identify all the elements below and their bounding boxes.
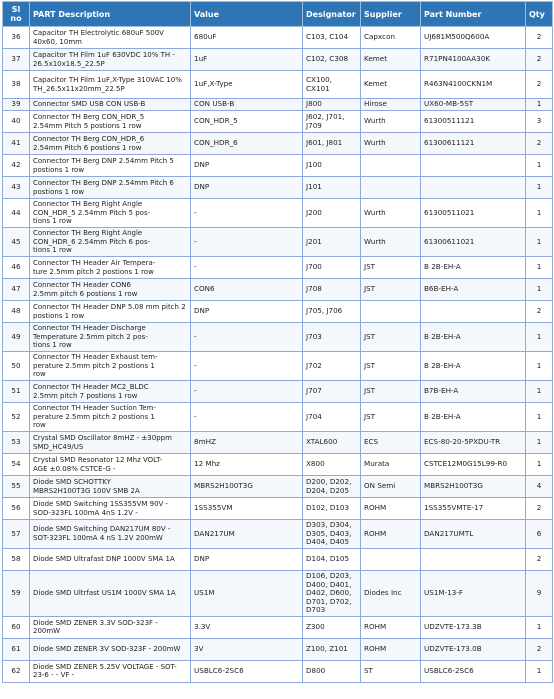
cell-part-description: Diode SMD Switching 1SS355VM 90V - SOD-323FL 100mA 4nS 1.2V -: [30, 498, 191, 520]
cell-part-number: 61300511021: [421, 199, 526, 228]
cell-designator: J602, J701, J709: [303, 111, 361, 133]
cell-sl-no: 49: [3, 323, 30, 352]
cell-supplier: Wurth: [361, 133, 421, 155]
cell-value: -: [191, 323, 303, 352]
cell-value: USBLC6-2SC6: [191, 660, 303, 682]
cell-value: -: [191, 381, 303, 403]
cell-part-number: 1SS355VMTE-17: [421, 498, 526, 520]
table-row: [3, 638, 553, 660]
table-body: [3, 27, 553, 683]
cell-part-number: UJ681M500Q600A: [421, 27, 526, 49]
cell-qty: 4: [526, 476, 553, 498]
cell-qty: 1: [526, 279, 553, 301]
cell-qty: 2: [526, 638, 553, 660]
cell-value: 1uF,X-Type: [191, 71, 303, 99]
cell-part-description: Diode SMD ZENER 3V SOD-323F - 200mW: [30, 638, 191, 660]
cell-part-number: UX60-MB-5ST: [421, 99, 526, 111]
cell-part-description: Crystal SMD Resonator 12 Mhz VOLT- AGE ±0.08% CSTCE-G -: [30, 454, 191, 476]
cell-supplier: Kemet: [361, 49, 421, 71]
cell-designator: D800: [303, 660, 361, 682]
cell-part-number: B 2B-EH-A: [421, 403, 526, 432]
cell-sl-no: 56: [3, 498, 30, 520]
cell-supplier: JST: [361, 403, 421, 432]
cell-qty: 1: [526, 432, 553, 454]
cell-supplier: ROHM: [361, 498, 421, 520]
cell-sl-no: 54: [3, 454, 30, 476]
cell-sl-no: 48: [3, 301, 30, 323]
cell-part-number: 61300611121: [421, 133, 526, 155]
header-part-description: PART Description: [30, 2, 191, 27]
cell-part-number: 61300511121: [421, 111, 526, 133]
cell-supplier: ECS: [361, 432, 421, 454]
cell-value: -: [191, 403, 303, 432]
cell-qty: 1: [526, 177, 553, 199]
cell-sl-no: 45: [3, 228, 30, 257]
cell-part-description: Connector TH Berg CON_HDR_5 2.54mm Pitch 5 postions 1 row: [30, 111, 191, 133]
cell-part-description: Connector TH Header DNP 5.08 mm pitch 2 postions 1 row: [30, 301, 191, 323]
cell-qty: 2: [526, 71, 553, 99]
cell-qty: 3: [526, 111, 553, 133]
cell-qty: 1: [526, 381, 553, 403]
cell-qty: 2: [526, 549, 553, 571]
cell-designator: J705, J706: [303, 301, 361, 323]
cell-supplier: JST: [361, 279, 421, 301]
cell-part-number: B6B-EH-A: [421, 279, 526, 301]
cell-supplier: JST: [361, 323, 421, 352]
cell-value: CON_HDR_6: [191, 133, 303, 155]
cell-supplier: Wurth: [361, 228, 421, 257]
cell-value: DAN217UM: [191, 520, 303, 549]
cell-designator: X800: [303, 454, 361, 476]
cell-qty: 2: [526, 27, 553, 49]
cell-sl-no: 44: [3, 199, 30, 228]
cell-designator: C103, C104: [303, 27, 361, 49]
table-row: [3, 520, 553, 549]
table-row: [3, 228, 553, 257]
cell-qty: 1: [526, 99, 553, 111]
cell-part-description: Connector TH Header CON6 2.5mm pitch 6 postions 1 row: [30, 279, 191, 301]
cell-designator: J704: [303, 403, 361, 432]
cell-part-number: R463N4100CKN1M: [421, 71, 526, 99]
cell-supplier: Hirose: [361, 99, 421, 111]
cell-designator: J101: [303, 177, 361, 199]
cell-part-description: Connector TH Berg DNP 2.54mm Pitch 5 postions 1 row: [30, 155, 191, 177]
cell-part-description: Diode SMD ZENER 5.25V VOLTAGE - SOT-23-6 - - VF -: [30, 660, 191, 682]
cell-part-number: UDZVTE-173.0B: [421, 638, 526, 660]
cell-part-number: DAN217UMTL: [421, 520, 526, 549]
cell-sl-no: 52: [3, 403, 30, 432]
cell-sl-no: 59: [3, 571, 30, 617]
cell-part-number: MBRS2H100T3G: [421, 476, 526, 498]
cell-sl-no: 51: [3, 381, 30, 403]
table-row: [3, 279, 553, 301]
cell-designator: J100: [303, 155, 361, 177]
cell-part-number: [421, 155, 526, 177]
cell-sl-no: 46: [3, 257, 30, 279]
header-supplier: Supplier: [361, 2, 421, 27]
cell-sl-no: 37: [3, 49, 30, 71]
cell-value: 12 Mhz: [191, 454, 303, 476]
cell-value: DNP: [191, 301, 303, 323]
cell-designator: J601, J801: [303, 133, 361, 155]
cell-qty: 1: [526, 616, 553, 638]
cell-value: DNP: [191, 155, 303, 177]
cell-part-number: ECS-80-20-5PXDU-TR: [421, 432, 526, 454]
cell-designator: D303, D304, D305, D403, D404, D405: [303, 520, 361, 549]
cell-designator: J700: [303, 257, 361, 279]
table-row: [3, 257, 553, 279]
cell-qty: 1: [526, 155, 553, 177]
cell-sl-no: 53: [3, 432, 30, 454]
cell-designator: CX100, CX101: [303, 71, 361, 99]
cell-part-description: Connector TH Berg CON_HDR_6 2.54mm Pitch 6 postions 1 row: [30, 133, 191, 155]
cell-value: DNP: [191, 549, 303, 571]
cell-part-description: Connector TH Header Exhaust tem- perature 2.5mm pitch 2 postions 1 row: [30, 352, 191, 381]
cell-value: 1SS355VM: [191, 498, 303, 520]
cell-part-description: Connector TH Header Air Tempera- ture 2.5mm pitch 2 postions 1 row: [30, 257, 191, 279]
cell-qty: 1: [526, 228, 553, 257]
cell-part-description: Connector TH Header Suction Tem- perature 2.5mm pitch 2 postions 1 row: [30, 403, 191, 432]
cell-part-description: Connector SMD USB CON USB-B: [30, 99, 191, 111]
table-row: [3, 403, 553, 432]
cell-sl-no: 61: [3, 638, 30, 660]
cell-value: 1uF: [191, 49, 303, 71]
table-row: [3, 476, 553, 498]
cell-qty: 1: [526, 660, 553, 682]
table-row: [3, 301, 553, 323]
cell-designator: J702: [303, 352, 361, 381]
table-row: [3, 99, 553, 111]
cell-supplier: JST: [361, 381, 421, 403]
cell-qty: 2: [526, 498, 553, 520]
cell-part-number: 61300611021: [421, 228, 526, 257]
cell-sl-no: 62: [3, 660, 30, 682]
table-row: [3, 454, 553, 476]
cell-part-number: B 2B-EH-A: [421, 323, 526, 352]
cell-supplier: ROHM: [361, 638, 421, 660]
cell-part-description: Capacitor TH Electrolytic 680uF 500V 40x60, 10mm: [30, 27, 191, 49]
header-designator: Designator: [303, 2, 361, 27]
table-row: [3, 549, 553, 571]
cell-sl-no: 58: [3, 549, 30, 571]
cell-part-number: UDZVTE-173.3B: [421, 616, 526, 638]
cell-supplier: Wurth: [361, 111, 421, 133]
cell-sl-no: 39: [3, 99, 30, 111]
header-value: Value: [191, 2, 303, 27]
table-row: [3, 660, 553, 682]
cell-value: -: [191, 199, 303, 228]
cell-sl-no: 40: [3, 111, 30, 133]
table-row: [3, 199, 553, 228]
cell-sl-no: 42: [3, 155, 30, 177]
cell-qty: 1: [526, 403, 553, 432]
cell-part-description: Connector TH Berg DNP 2.54mm Pitch 6 postions 1 row: [30, 177, 191, 199]
cell-designator: D106, D203, D400, D401, D402, D600, D701, D702, D703: [303, 571, 361, 617]
cell-sl-no: 47: [3, 279, 30, 301]
cell-supplier: [361, 301, 421, 323]
cell-qty: 1: [526, 352, 553, 381]
cell-designator: J200: [303, 199, 361, 228]
cell-supplier: JST: [361, 352, 421, 381]
header-qty: Qty: [526, 2, 553, 27]
cell-part-number: B 2B-EH-A: [421, 352, 526, 381]
cell-supplier: ROHM: [361, 520, 421, 549]
cell-value: 680uF: [191, 27, 303, 49]
cell-value: MBRS2H100T3G: [191, 476, 303, 498]
cell-part-number: B7B-EH-A: [421, 381, 526, 403]
table-row: [3, 111, 553, 133]
cell-part-description: Connector TH Header Discharge Temperature 2.5mm pitch 2 pos- tions 1 row: [30, 323, 191, 352]
cell-designator: Z100, Z101: [303, 638, 361, 660]
cell-part-number: [421, 549, 526, 571]
header-sl-no: Sl no: [3, 2, 30, 27]
cell-sl-no: 38: [3, 71, 30, 99]
table-row: [3, 616, 553, 638]
cell-part-description: Diode SMD ZENER 3.3V SOD-323F - 200mW: [30, 616, 191, 638]
cell-value: CON USB-B: [191, 99, 303, 111]
cell-value: CON6: [191, 279, 303, 301]
cell-supplier: ROHM: [361, 616, 421, 638]
cell-qty: 2: [526, 301, 553, 323]
cell-value: US1M: [191, 571, 303, 617]
table-row: [3, 352, 553, 381]
cell-supplier: JST: [361, 257, 421, 279]
cell-value: 3.3V: [191, 616, 303, 638]
cell-sl-no: 55: [3, 476, 30, 498]
cell-part-description: Capacitor TH Film 1uF 630VDC 10% TH - 26.5x10x18.5_22.5P: [30, 49, 191, 71]
table-row: [3, 27, 553, 49]
table-row: [3, 155, 553, 177]
cell-value: 8mHZ: [191, 432, 303, 454]
cell-supplier: [361, 549, 421, 571]
table-row: [3, 323, 553, 352]
cell-designator: J708: [303, 279, 361, 301]
cell-qty: 2: [526, 133, 553, 155]
cell-supplier: ON Semi: [361, 476, 421, 498]
cell-designator: D102, D103: [303, 498, 361, 520]
table-row: [3, 49, 553, 71]
cell-qty: 1: [526, 323, 553, 352]
bom-table: [2, 1, 553, 683]
cell-designator: J707: [303, 381, 361, 403]
cell-supplier: Diodes Inc: [361, 571, 421, 617]
cell-supplier: [361, 177, 421, 199]
cell-qty: 1: [526, 454, 553, 476]
cell-part-number: CSTCE12M0G15L99-R0: [421, 454, 526, 476]
cell-sl-no: 36: [3, 27, 30, 49]
cell-value: CON_HDR_5: [191, 111, 303, 133]
cell-designator: C102, C308: [303, 49, 361, 71]
cell-supplier: ST: [361, 660, 421, 682]
cell-part-number: [421, 177, 526, 199]
cell-designator: D200, D202, D204, D205: [303, 476, 361, 498]
cell-value: -: [191, 257, 303, 279]
cell-designator: D104, D105: [303, 549, 361, 571]
table-row: [3, 571, 553, 617]
cell-part-description: Diode SMD Ultrafast DNP 1000V SMA 1A: [30, 549, 191, 571]
cell-qty: 1: [526, 257, 553, 279]
cell-designator: Z300: [303, 616, 361, 638]
table-row: [3, 381, 553, 403]
cell-designator: J800: [303, 99, 361, 111]
cell-qty: 2: [526, 49, 553, 71]
cell-sl-no: 50: [3, 352, 30, 381]
cell-supplier: [361, 155, 421, 177]
cell-supplier: Wurth: [361, 199, 421, 228]
cell-designator: J703: [303, 323, 361, 352]
cell-part-description: Diode SMD SCHOTTKY MBRS2H100T3G 100V SMB 2A: [30, 476, 191, 498]
cell-part-number: US1M-13-F: [421, 571, 526, 617]
cell-supplier: Kemet: [361, 71, 421, 99]
cell-sl-no: 43: [3, 177, 30, 199]
cell-sl-no: 60: [3, 616, 30, 638]
cell-designator: XTAL600: [303, 432, 361, 454]
cell-designator: J201: [303, 228, 361, 257]
cell-part-number: USBLC6-2SC6: [421, 660, 526, 682]
table-row: [3, 177, 553, 199]
cell-value: DNP: [191, 177, 303, 199]
table-row: [3, 71, 553, 99]
cell-part-description: Crystal SMD Oscillator 8mHZ - ±30ppm SMD_HC49/US: [30, 432, 191, 454]
cell-part-description: Connector TH Berg Right Angle CON_HDR_6 2.54mm Pitch 6 pos- tions 1 row: [30, 228, 191, 257]
cell-part-description: Diode SMD Switching DAN217UM 80V - SOT-323FL 100mA 4 nS 1.2V 200mW: [30, 520, 191, 549]
cell-value: 3V: [191, 638, 303, 660]
cell-qty: 1: [526, 199, 553, 228]
table-row: [3, 133, 553, 155]
cell-part-description: Capacitor TH Film 1uF,X-Type 310VAC 10% TH_26.5x11x20mm_22.5P: [30, 71, 191, 99]
cell-supplier: Murata: [361, 454, 421, 476]
cell-sl-no: 41: [3, 133, 30, 155]
header-part-number: Part Number: [421, 2, 526, 27]
cell-part-number: B 2B-EH-A: [421, 257, 526, 279]
cell-part-number: [421, 301, 526, 323]
cell-qty: 6: [526, 520, 553, 549]
table-row: [3, 498, 553, 520]
cell-part-description: Connector TH Berg Right Angle CON_HDR_5 2.54mm Pitch 5 pos- tions 1 row: [30, 199, 191, 228]
cell-sl-no: 57: [3, 520, 30, 549]
cell-value: -: [191, 228, 303, 257]
cell-part-description: Connector TH Header MC2_BLDC 2.5mm pitch 7 postions 1 row: [30, 381, 191, 403]
header-row: [3, 2, 553, 27]
cell-supplier: Capxcon: [361, 27, 421, 49]
cell-value: -: [191, 352, 303, 381]
table-row: [3, 432, 553, 454]
cell-qty: 9: [526, 571, 553, 617]
cell-part-description: Diode SMD Ultrfast US1M 1000V SMA 1A: [30, 571, 191, 617]
cell-part-number: R71PN4100AA30K: [421, 49, 526, 71]
